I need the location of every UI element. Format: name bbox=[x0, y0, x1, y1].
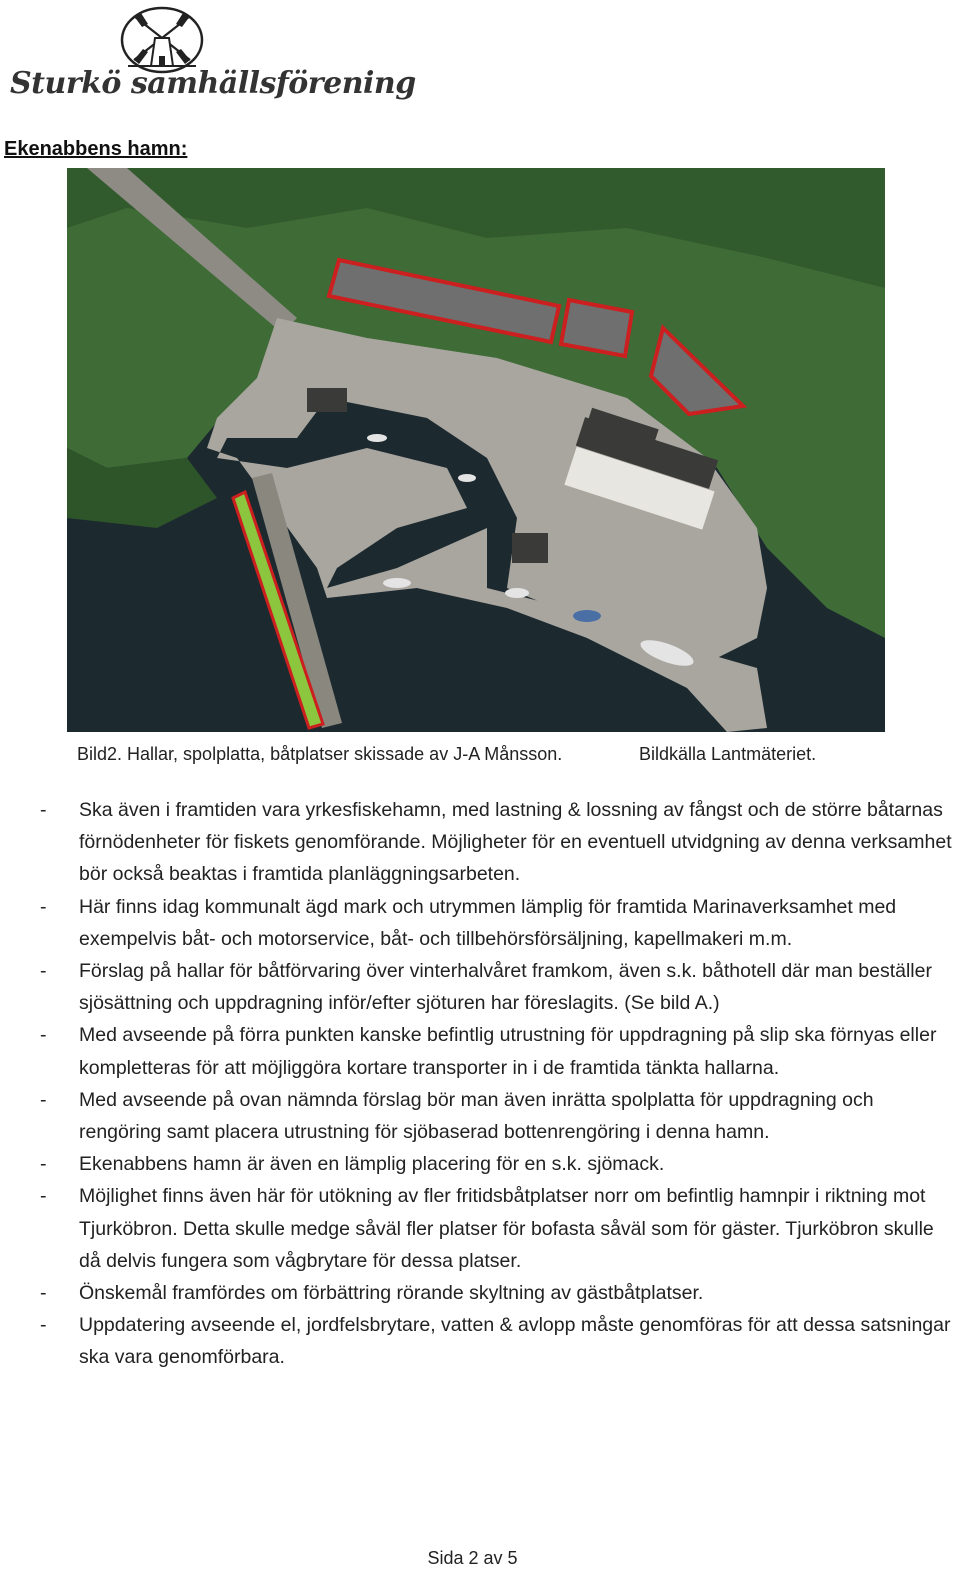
list-item-text: Förslag på hallar för båtförvaring över vinterhalvåret framkom, även s.k. båthotell där man beställer sjösättning och uppdragning inför/efter sjöturen har föreslagits. (Se bild A.) bbox=[79, 960, 932, 1015]
figure-source: Bildkälla Lantmäteriet. bbox=[639, 744, 817, 764]
bullet-dash: - bbox=[40, 1153, 47, 1176]
list-item-text: Ska även i framtiden vara yrkesfiskehamn, med lastning & lossning av fångst och de större båtarnas förnödenheter för fiskets genomförande. Möjligheter för en eventuell utvidgning av denna verksamhet bör också beaktas i framtida planläggningsarbeten. bbox=[79, 799, 952, 886]
bullet-dash: - bbox=[40, 1185, 47, 1208]
logo-text: Sturkö samhällsförening bbox=[10, 66, 416, 101]
bullet-dash: - bbox=[40, 960, 47, 983]
list-item-text: Med avseende på förra punkten kanske befintlig utrustning för uppdragning på slip ska förnyas eller kompletteras för att möjliggöra kortare transporter in i de framtida tänkta hallarna. bbox=[79, 1024, 937, 1079]
bullet-dash: - bbox=[40, 895, 47, 918]
list-item-text: Här finns idag kommunalt ägd mark och utrymmen lämplig för framtida Marinaverksamhet med exempelvis båt- och motorservice, båt- och tillbehörsförsäljning, kapellmakeri m.m. bbox=[79, 895, 897, 950]
list-item-text: Ekenabbens hamn är även en lämplig placering för en s.k. sjömack. bbox=[79, 1153, 665, 1176]
planned-hall-2 bbox=[561, 300, 632, 356]
bullet-list bbox=[40, 794, 952, 1374]
list-item bbox=[40, 1309, 952, 1373]
list-item bbox=[40, 1019, 952, 1083]
bullet-dash: - bbox=[40, 1282, 47, 1305]
list-item bbox=[40, 1180, 952, 1277]
list-item bbox=[40, 891, 952, 955]
bullet-dash: - bbox=[40, 1024, 47, 1047]
bullet-dash: - bbox=[40, 1314, 47, 1337]
list-item bbox=[40, 1277, 952, 1309]
aerial-harbor-map bbox=[67, 168, 885, 732]
page-number: Sida 2 av 5 bbox=[427, 1548, 518, 1568]
list-item-text: Med avseende på ovan nämnda förslag bör man även inrätta spolplatta för uppdragning och rengöring samt placera utrustning för sjöbaserad bottenrengöring i denna hamn. bbox=[79, 1088, 874, 1144]
existing-building bbox=[512, 533, 548, 563]
bullet-dash: - bbox=[40, 1088, 47, 1111]
list-item bbox=[40, 1148, 952, 1180]
list-item-text: Möjlighet finns även här för utökning av fler fritidsbåtplatser norr om befintlig hamnpir i riktning mot Tjurköbron. Detta skulle medge såväl fler platser för bofasta såväl som för gäster. Tjurköbron skulle då delvis fungera som vågbrytare för dessa platser. bbox=[79, 1185, 934, 1272]
list-item bbox=[40, 794, 952, 891]
figure-caption: Bild2. Hallar, spolplatta, båtplatser skissade av J-A Månsson. bbox=[77, 744, 563, 764]
list-item-text: Önskemål framfördes om förbättring rörande skyltning av gästbåtplatser. bbox=[79, 1282, 704, 1305]
list-item-text: Uppdatering avseende el, jordfelsbrytare, vatten & avlopp måste genomföras för att dessa satsningar ska vara genomförbara. bbox=[79, 1314, 951, 1369]
list-item bbox=[40, 1084, 952, 1148]
section-heading: Ekenabbens hamn: bbox=[4, 138, 188, 160]
list-item bbox=[40, 955, 952, 1019]
existing-building bbox=[307, 388, 347, 412]
bullet-dash: - bbox=[40, 799, 47, 821]
